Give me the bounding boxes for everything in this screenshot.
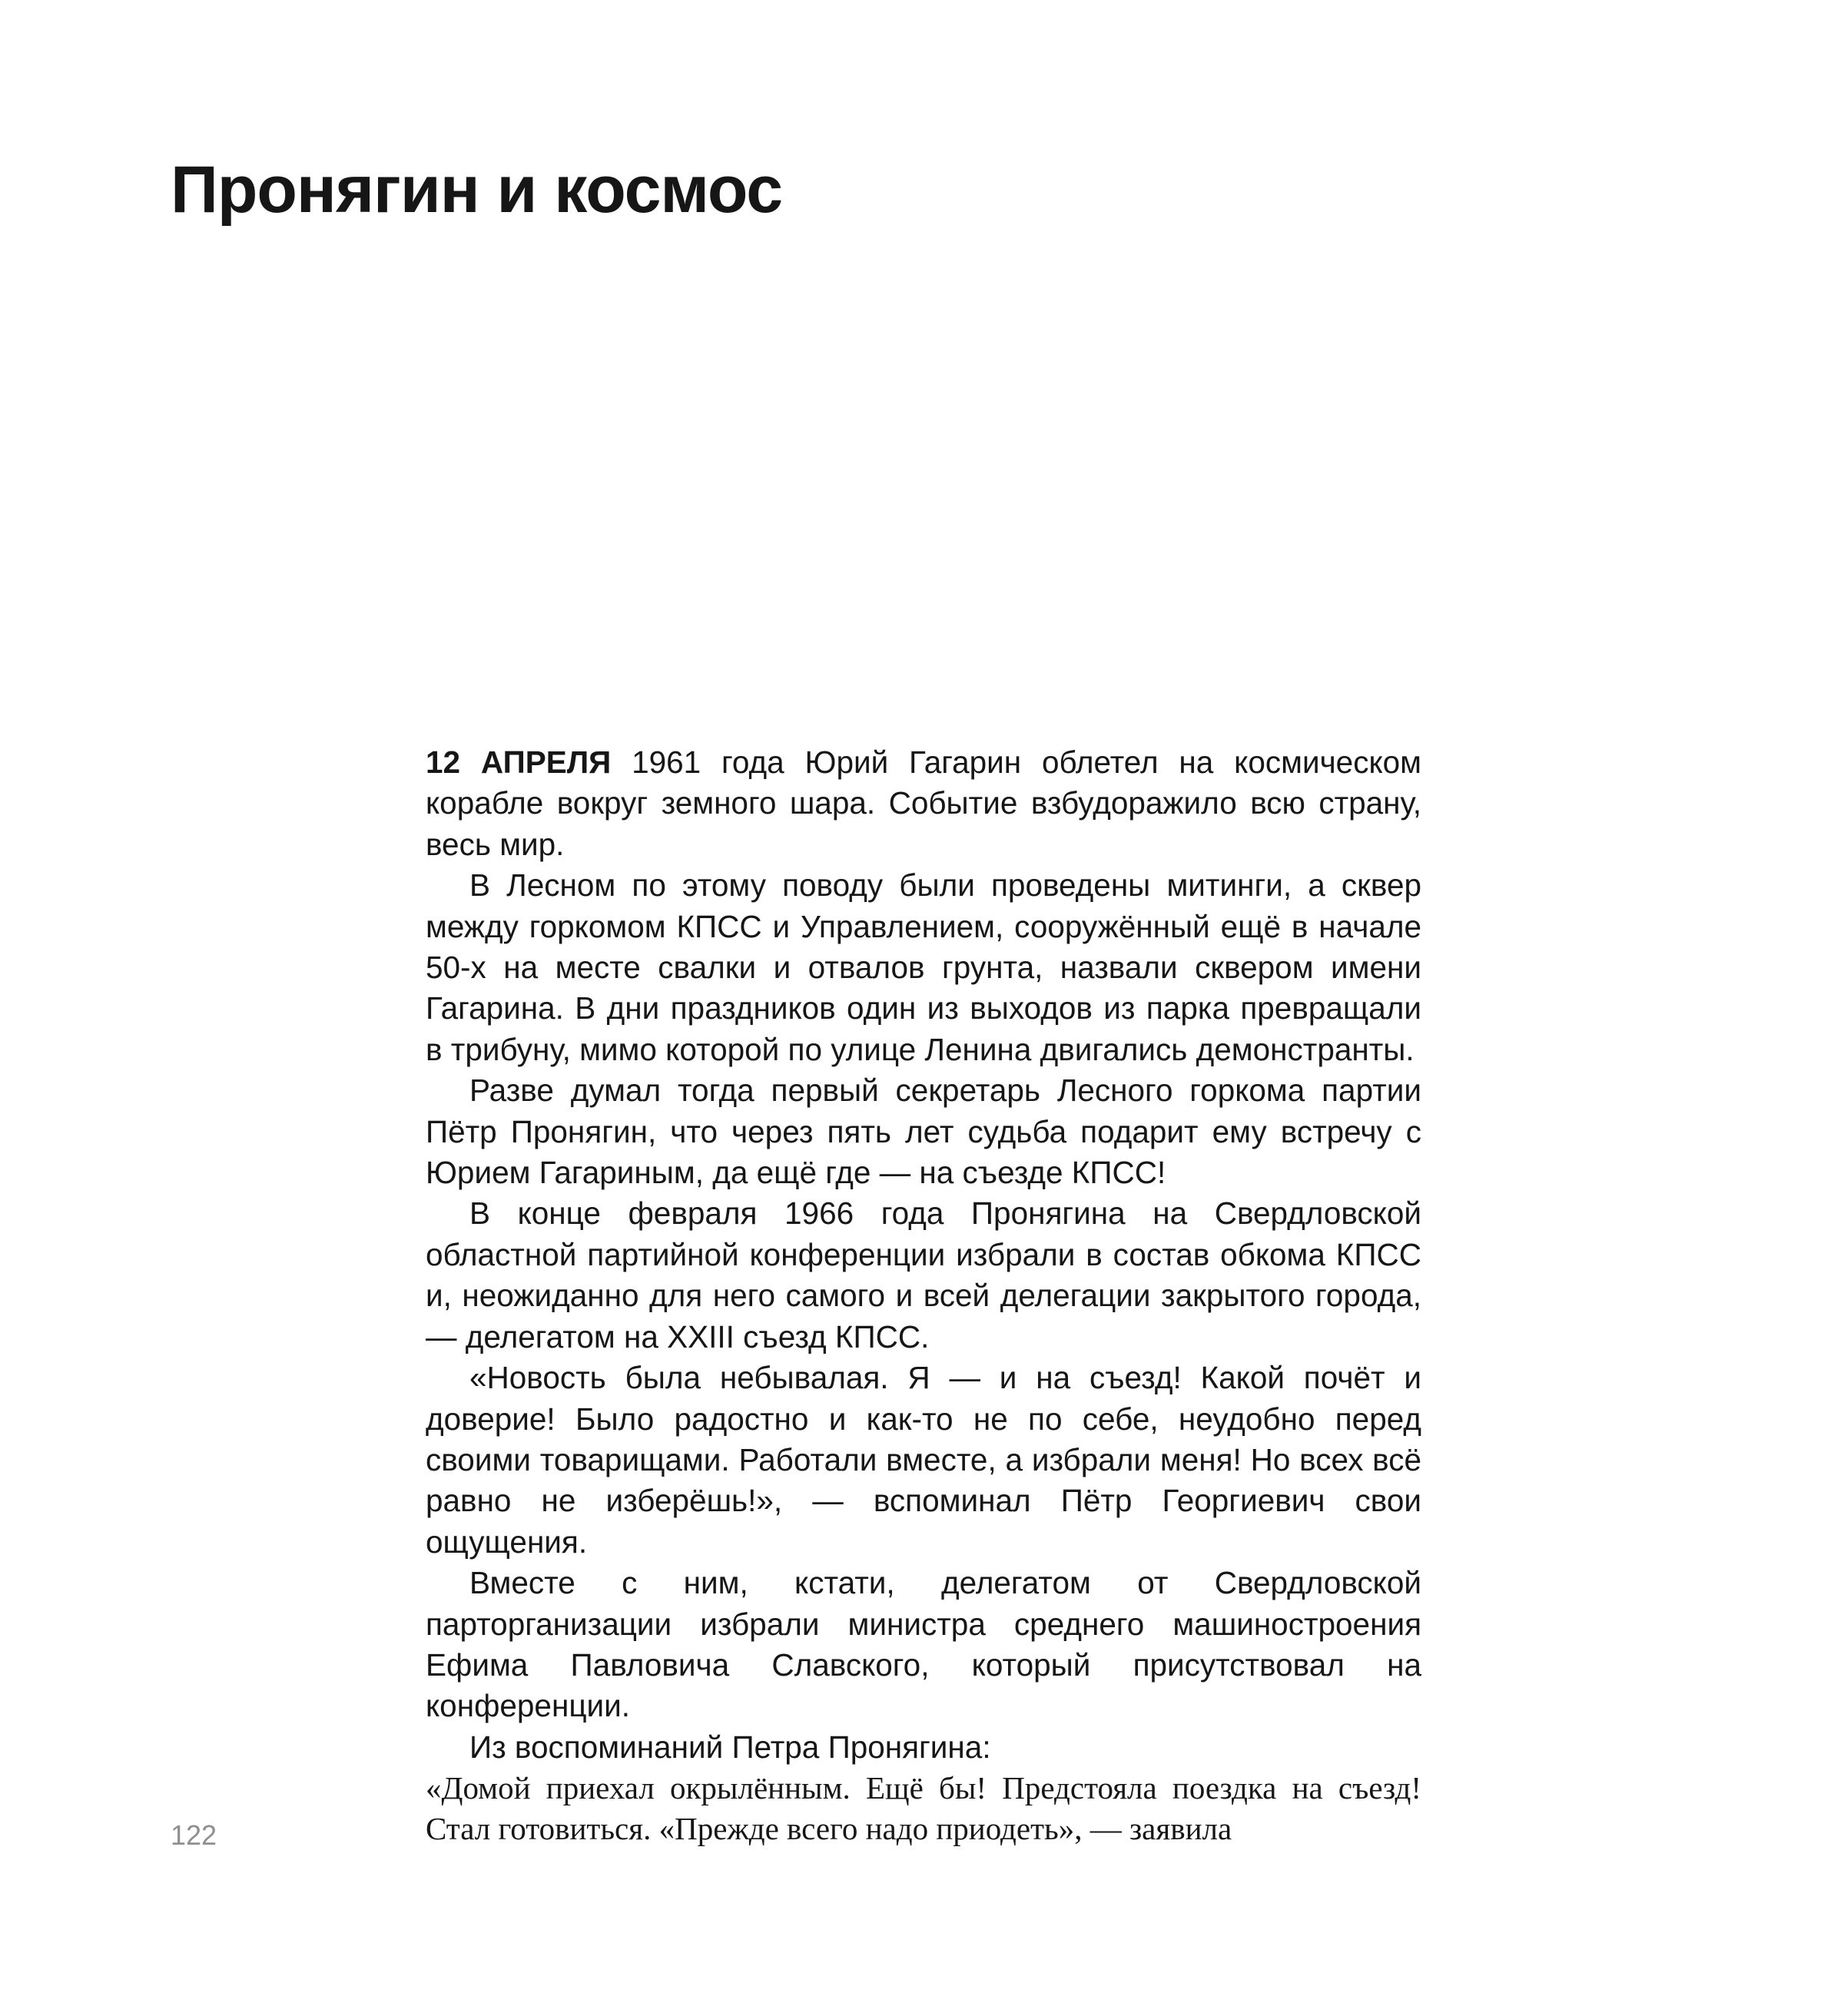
paragraph-1-text: 1961 года Юрий Гагарин облетел на космическом корабле вокруг земного шара. Событие взбудоражило всю страну, весь мир. — [426, 744, 1421, 862]
paragraph-7: Из воспоминаний Петра Пронягина: — [469, 1729, 991, 1765]
paragraph-1 — [426, 742, 1421, 865]
date-lead: 12 АПРЕЛЯ — [426, 744, 612, 780]
paragraph-5: «Новость была небывалая. Я — и на съезд! Какой почёт и доверие! Было радостно и как-то не по себе, неудобно перед своими товарищами. Работали вместе, а избрали меня! Но всех всё равно не изберёшь!», — вспоминал Пётр Георгиевич свои ощущения. — [426, 1360, 1421, 1560]
paragraph-2: В Лесном по этому поводу были проведены митинги, а сквер между горкомом КПСС и Управлением, сооружённый ещё в начале 50-х на месте свалки и отвалов грунта, назвали сквером имени Гагарина. В дни праздников один из выходов из парка превращали в трибуну, мимо которой по улице Ленина двигались демонстранты. — [426, 867, 1421, 1067]
page-title: Пронягин и космос — [171, 153, 783, 227]
page-number: 122 — [171, 1819, 217, 1851]
paragraph-3: Разве думал тогда первый секретарь Лесного горкома партии Пётр Пронягин, что через пять лет судьба подарит ему встречу с Юрием Гагариным, да ещё где — на съезде КПСС! — [426, 1073, 1421, 1191]
article-body — [426, 742, 1421, 1768]
memoir-quote-text: «Домой приехал окрылённым. Ещё бы! Предстояла поездка на съезд! Стал готовиться. «Прежде всего надо приодеть», — заявила — [426, 1770, 1421, 1846]
memoir-quote — [426, 1768, 1421, 1849]
paragraph-6: Вместе с ним, кстати, делегатом от Свердловской парторганизации избрали министра среднего машиностроения Ефима Павловича Славского, который присутствовал на конференции. — [426, 1565, 1421, 1724]
paragraph-4: В конце февраля 1966 года Пронягина на Свердловской областной партийной конференции избрали в состав обкома КПСС и, неожиданно для него самого и всей делегации закрытого города, — делегатом на XXIII съезд КПСС. — [426, 1195, 1421, 1354]
